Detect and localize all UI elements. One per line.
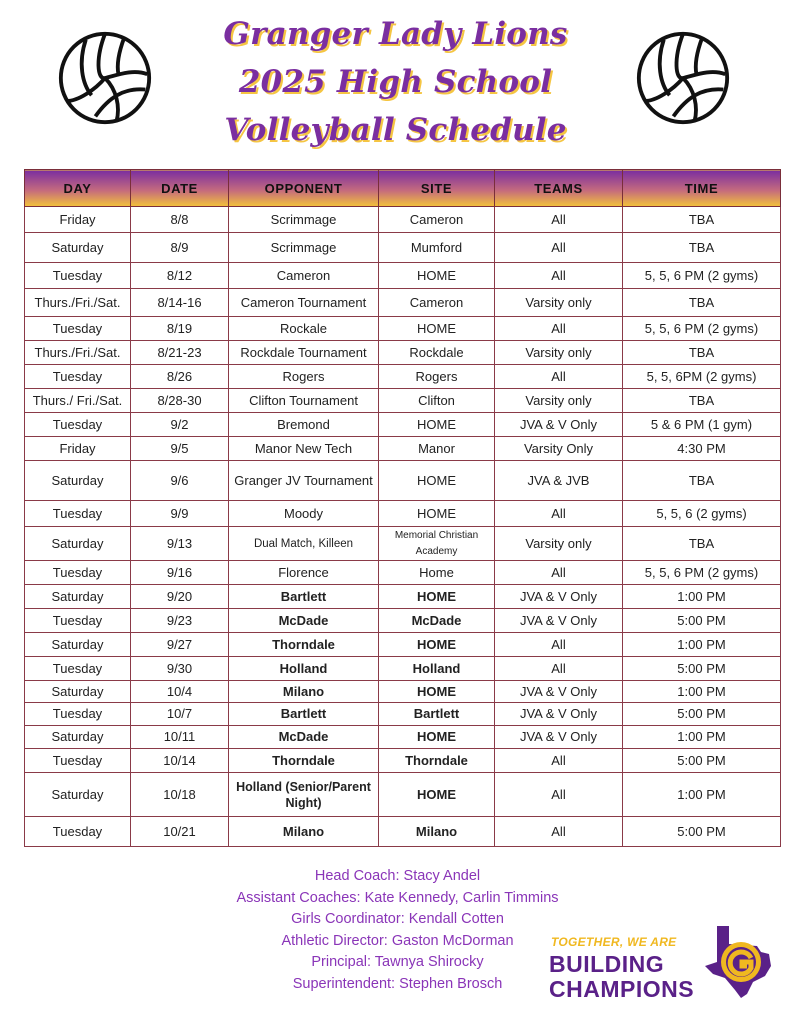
day-cell: Tuesday — [25, 263, 131, 289]
opponent-cell: Holland — [229, 657, 379, 681]
table-row — [25, 341, 781, 365]
volleyball-icon — [57, 30, 153, 126]
table-row — [25, 633, 781, 657]
table-row — [25, 365, 781, 389]
time-cell: 1:00 PM — [623, 585, 781, 609]
time-cell: 5 & 6 PM (1 gym) — [623, 413, 781, 437]
day-cell: Saturday — [25, 461, 131, 501]
date-cell: 8/26 — [131, 365, 229, 389]
opponent-cell: Thorndale — [229, 633, 379, 657]
teams-cell: All — [495, 749, 623, 773]
date-cell: 10/7 — [131, 703, 229, 726]
texas-g-logo-icon — [695, 922, 775, 1002]
day-cell: Tuesday — [25, 413, 131, 437]
superintendent: Superintendent: Stephen Brosch — [292, 975, 503, 992]
day-cell: Saturday — [25, 233, 131, 263]
table-row — [25, 585, 781, 609]
time-cell: TBA — [623, 389, 781, 413]
time-cell: 5, 5, 6 PM (2 gyms) — [623, 317, 781, 341]
time-cell: 5:00 PM — [623, 749, 781, 773]
day-cell: Tuesday — [25, 561, 131, 585]
table-row — [25, 527, 781, 561]
day-cell: Tuesday — [25, 817, 131, 847]
principal: Principal: Tawnya Shirocky — [311, 954, 484, 971]
day-cell: Saturday — [25, 681, 131, 703]
site-cell: HOME — [379, 726, 495, 749]
site-cell: Manor — [379, 437, 495, 461]
teams-cell: Varsity Only — [495, 437, 623, 461]
table-row — [25, 681, 781, 703]
site-cell: HOME — [379, 461, 495, 501]
date-cell: 10/21 — [131, 817, 229, 847]
site-cell: HOME — [379, 773, 495, 817]
opponent-cell: Rockale — [229, 317, 379, 341]
header-date: DATE — [131, 170, 229, 207]
title-line-1: Granger Lady Lions — [223, 16, 568, 52]
time-cell: 5:00 PM — [623, 703, 781, 726]
teams-cell: JVA & JVB — [495, 461, 623, 501]
time-cell: 4:30 PM — [623, 437, 781, 461]
time-cell: 5, 5, 6 PM (2 gyms) — [623, 263, 781, 289]
table-row — [25, 233, 781, 263]
date-cell: 9/6 — [131, 461, 229, 501]
opponent-cell: Rogers — [229, 365, 379, 389]
teams-cell: Varsity only — [495, 289, 623, 317]
logo-line-2: CHAMPIONS — [549, 976, 695, 1002]
table-row — [25, 317, 781, 341]
opponent-cell: Granger JV Tournament — [229, 461, 379, 501]
table-row — [25, 773, 781, 817]
time-cell: TBA — [623, 341, 781, 365]
site-cell: Clifton — [379, 389, 495, 413]
logo-tagline: TOGETHER, WE ARE — [551, 935, 677, 949]
time-cell: TBA — [623, 207, 781, 233]
table-row — [25, 413, 781, 437]
table-row — [25, 263, 781, 289]
teams-cell: JVA & V Only — [495, 585, 623, 609]
teams-cell: All — [495, 207, 623, 233]
date-cell: 8/21-23 — [131, 341, 229, 365]
day-cell: Friday — [25, 437, 131, 461]
date-cell: 10/4 — [131, 681, 229, 703]
date-cell: 8/8 — [131, 207, 229, 233]
opponent-cell: McDade — [229, 726, 379, 749]
date-cell: 9/13 — [131, 527, 229, 561]
opponent-cell: Moody — [229, 501, 379, 527]
site-cell: HOME — [379, 585, 495, 609]
header-day: DAY — [25, 170, 131, 207]
page-title — [150, 10, 641, 154]
site-cell: McDade — [379, 609, 495, 633]
date-cell: 9/20 — [131, 585, 229, 609]
teams-cell: All — [495, 773, 623, 817]
teams-cell: All — [495, 365, 623, 389]
day-cell: Tuesday — [25, 501, 131, 527]
table-header-row — [25, 170, 781, 207]
logo-line-1: BUILDING — [549, 951, 665, 977]
site-cell: Memorial Christian Academy — [379, 527, 495, 561]
opponent-cell: Cameron — [229, 263, 379, 289]
table-row — [25, 726, 781, 749]
opponent-cell: Bartlett — [229, 703, 379, 726]
day-cell: Saturday — [25, 585, 131, 609]
date-cell: 9/16 — [131, 561, 229, 585]
volleyball-icon — [635, 30, 731, 126]
time-cell: 5:00 PM — [623, 657, 781, 681]
day-cell: Tuesday — [25, 657, 131, 681]
date-cell: 9/9 — [131, 501, 229, 527]
athletic-director: Athletic Director: Gaston McDorman — [281, 932, 514, 949]
teams-cell: JVA & V Only — [495, 703, 623, 726]
site-cell: HOME — [379, 633, 495, 657]
title-line-2: 2025 High School — [238, 64, 553, 100]
site-cell: Cameron — [379, 207, 495, 233]
title-line-3: Volleyball Schedule — [224, 112, 567, 148]
day-cell: Tuesday — [25, 749, 131, 773]
date-cell: 9/27 — [131, 633, 229, 657]
date-cell: 8/28-30 — [131, 389, 229, 413]
header-time: TIME — [623, 170, 781, 207]
day-cell: Saturday — [25, 527, 131, 561]
time-cell: 1:00 PM — [623, 633, 781, 657]
time-cell: 5:00 PM — [623, 817, 781, 847]
time-cell: TBA — [623, 527, 781, 561]
teams-cell: All — [495, 561, 623, 585]
opponent-cell: Manor New Tech — [229, 437, 379, 461]
date-cell: 9/5 — [131, 437, 229, 461]
day-cell: Friday — [25, 207, 131, 233]
teams-cell: JVA & V Only — [495, 413, 623, 437]
date-cell: 9/23 — [131, 609, 229, 633]
teams-cell: JVA & V Only — [495, 726, 623, 749]
teams-cell: All — [495, 233, 623, 263]
site-cell: HOME — [379, 413, 495, 437]
teams-cell: Varsity only — [495, 389, 623, 413]
opponent-cell: Scrimmage — [229, 233, 379, 263]
site-cell: Holland — [379, 657, 495, 681]
staff-credits — [200, 866, 595, 996]
site-cell: Milano — [379, 817, 495, 847]
opponent-cell: Thorndale — [229, 749, 379, 773]
teams-cell: All — [495, 817, 623, 847]
day-cell: Thurs./ Fri./Sat. — [25, 389, 131, 413]
site-cell: Rockdale — [379, 341, 495, 365]
table-row — [25, 289, 781, 317]
teams-cell: JVA & V Only — [495, 681, 623, 703]
table-row — [25, 461, 781, 501]
day-cell: Saturday — [25, 633, 131, 657]
teams-cell: All — [495, 263, 623, 289]
opponent-cell: Bartlett — [229, 585, 379, 609]
teams-cell: All — [495, 501, 623, 527]
day-cell: Saturday — [25, 726, 131, 749]
head-coach: Head Coach: Stacy Andel — [314, 868, 481, 884]
header-site: SITE — [379, 170, 495, 207]
opponent-cell: Rockdale Tournament — [229, 341, 379, 365]
opponent-cell: Milano — [229, 681, 379, 703]
day-cell: Thurs./Fri./Sat. — [25, 341, 131, 365]
table-row — [25, 389, 781, 413]
table-row — [25, 749, 781, 773]
time-cell: 1:00 PM — [623, 681, 781, 703]
time-cell: 1:00 PM — [623, 773, 781, 817]
date-cell: 9/30 — [131, 657, 229, 681]
site-cell: Cameron — [379, 289, 495, 317]
opponent-cell: Holland (Senior/Parent Night) — [229, 773, 379, 817]
table-row — [25, 817, 781, 847]
opponent-cell: McDade — [229, 609, 379, 633]
date-cell: 8/9 — [131, 233, 229, 263]
day-cell: Thurs./Fri./Sat. — [25, 289, 131, 317]
table-row — [25, 437, 781, 461]
day-cell: Tuesday — [25, 365, 131, 389]
date-cell: 8/19 — [131, 317, 229, 341]
time-cell: 5, 5, 6 PM (2 gyms) — [623, 561, 781, 585]
date-cell: 8/14-16 — [131, 289, 229, 317]
teams-cell: All — [495, 633, 623, 657]
teams-cell: All — [495, 657, 623, 681]
teams-cell: Varsity only — [495, 527, 623, 561]
assistant-coaches: Assistant Coaches: Kate Kennedy, Carlin Timmins — [236, 889, 559, 906]
site-cell: Rogers — [379, 365, 495, 389]
time-cell: TBA — [623, 233, 781, 263]
site-cell: HOME — [379, 681, 495, 703]
schedule-table — [24, 169, 781, 847]
opponent-cell: Bremond — [229, 413, 379, 437]
site-cell: Thorndale — [379, 749, 495, 773]
opponent-cell: Florence — [229, 561, 379, 585]
building-champions-logo — [545, 922, 775, 1006]
teams-cell: JVA & V Only — [495, 609, 623, 633]
opponent-cell: Milano — [229, 817, 379, 847]
date-cell: 10/18 — [131, 773, 229, 817]
day-cell: Tuesday — [25, 609, 131, 633]
date-cell: 10/11 — [131, 726, 229, 749]
site-cell: HOME — [379, 317, 495, 341]
opponent-cell: Cameron Tournament — [229, 289, 379, 317]
site-cell: Bartlett — [379, 703, 495, 726]
opponent-cell: Dual Match, Killeen — [229, 527, 379, 561]
site-cell: Mumford — [379, 233, 495, 263]
table-row — [25, 501, 781, 527]
day-cell: Saturday — [25, 773, 131, 817]
teams-cell: All — [495, 317, 623, 341]
day-cell: Tuesday — [25, 703, 131, 726]
time-cell: TBA — [623, 461, 781, 501]
opponent-cell: Scrimmage — [229, 207, 379, 233]
date-cell: 9/2 — [131, 413, 229, 437]
time-cell: 1:00 PM — [623, 726, 781, 749]
table-row — [25, 561, 781, 585]
table-row — [25, 657, 781, 681]
site-cell: HOME — [379, 501, 495, 527]
site-cell: Home — [379, 561, 495, 585]
date-cell: 10/14 — [131, 749, 229, 773]
site-cell: HOME — [379, 263, 495, 289]
opponent-cell: Clifton Tournament — [229, 389, 379, 413]
day-cell: Tuesday — [25, 317, 131, 341]
header-teams: TEAMS — [495, 170, 623, 207]
time-cell: TBA — [623, 289, 781, 317]
header-opponent: OPPONENT — [229, 170, 379, 207]
date-cell: 8/12 — [131, 263, 229, 289]
table-row — [25, 703, 781, 726]
table-row — [25, 207, 781, 233]
table-row — [25, 609, 781, 633]
time-cell: 5, 5, 6PM (2 gyms) — [623, 365, 781, 389]
time-cell: 5:00 PM — [623, 609, 781, 633]
girls-coordinator: Girls Coordinator: Kendall Cotten — [291, 911, 504, 928]
time-cell: 5, 5, 6 (2 gyms) — [623, 501, 781, 527]
teams-cell: Varsity only — [495, 341, 623, 365]
